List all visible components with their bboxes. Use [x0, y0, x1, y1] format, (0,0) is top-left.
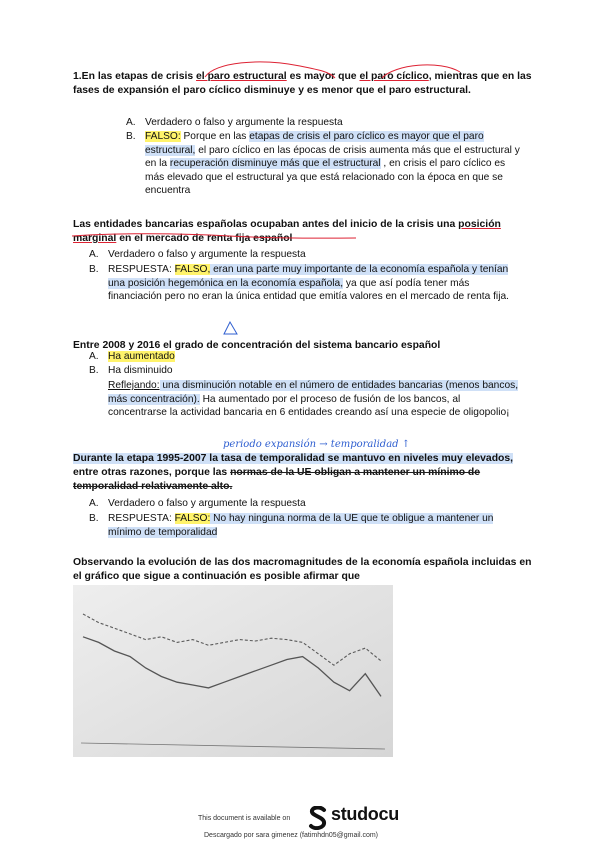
q3-option-a: A. Ha aumentado — [89, 351, 175, 362]
q1-option-a: A. Verdadero o falso y argumente la respuesta — [126, 117, 343, 128]
question-1 — [73, 70, 535, 98]
falso-highlight: FALSO: — [145, 131, 181, 142]
q4-option-a: A. Verdadero o falso y argumente la respuesta — [89, 498, 306, 509]
falso-highlight: FALSO: — [174, 513, 211, 524]
handwritten-annotation: periodo expansión → temporalidad ↑ — [223, 439, 411, 450]
line-chart — [73, 585, 393, 757]
question-3-text: Entre 2008 y 2016 el grado de concentración del sistema bancario español — [73, 340, 441, 351]
chart-photo — [73, 585, 393, 757]
underlined-cyclical: el paro cíclico — [359, 71, 429, 82]
footer-downloaded: Descargado por sara gimenez (fatimhdn05@gmail.com) — [204, 832, 379, 839]
q4-option-b: B. RESPUESTA: FALSO: No hay ninguna norma de la UE que te obligue a mantener un mínimo de temporalidad — [89, 513, 494, 538]
question-1-text: 1.En las etapas de crisis el paro estructural es mayor que el paro cíclico, mientras que en las fases de expansión el paro cíclico disminuye y es menor que el paro estructural. — [73, 71, 532, 96]
q2-option-b: B. RESPUESTA: FALSO, eran una parte muy importante de la economía española y tenían una posición hegemónica en la economía española, ya que así podía tener más financiación pero no eran la única entidad que emitía valores en el mercado de renta fija. — [89, 264, 509, 302]
question-4-text: Durante la etapa 1995-2007 la tasa de temporalidad se mantuvo en niveles muy elevados, entre otras razones, porque las normas de la UE obligan a mantener un mínimo de temporalidad relativamente alto. — [73, 453, 514, 492]
question-2-text: Las entidades bancarias españolas ocupaban antes del inicio de la crisis una posición marginal en el mercado de renta fija español — [73, 219, 501, 244]
falso-highlight: FALSO, — [174, 264, 211, 275]
q3-option-b: B. Ha disminuido — [89, 365, 173, 376]
question-2 — [73, 218, 535, 246]
underlined-structural: el paro estructural — [196, 71, 287, 82]
studocu-logo-icon — [307, 806, 329, 830]
delta-icon — [224, 322, 237, 334]
q2-option-a: A. Verdadero o falso y argumente la respuesta — [89, 249, 306, 260]
studocu-brand: studocu — [331, 804, 399, 824]
q3-explanation: Reflejando: una disminución notable en el número de entidades bancarias (menos bancos, más concentración). Ha aumentado por el proceso de fusión de los bancos, al concentrarse la actividad bancaria en 6 entidades creando así una especie de oligopolio¡ — [108, 380, 519, 418]
question-5 — [73, 556, 535, 584]
footer-available: This document is available on — [198, 815, 291, 822]
q1-option-b: B. FALSO: Porque en las etapas de crisis el paro cíclico es mayor que el paro estructural, el paro cíclico en las épocas de crisis aumenta más que el estructural y en la recuperación disminuye más que el estructural , en crisis el paro cíclico es más elevado que el estructural ya que está relacionado con la época en que se encuentra — [126, 131, 520, 196]
answer-highlight: Ha aumentado — [108, 351, 175, 362]
question-4 — [73, 452, 535, 494]
question-5-text: Observando la evolución de las dos macromagnitudes de la economía española incluidas en el gráfico que sigue a continuación es posible afirmar que — [73, 557, 532, 582]
